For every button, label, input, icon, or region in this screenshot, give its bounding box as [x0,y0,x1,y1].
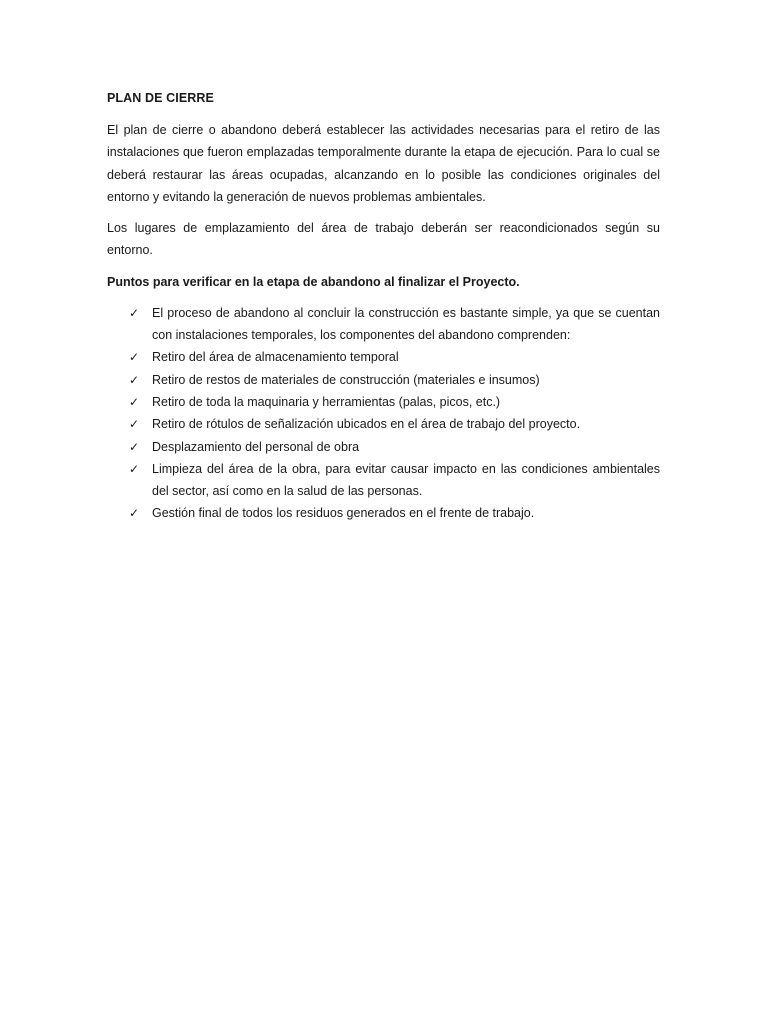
checklist-item-text: Desplazamiento del personal de obra [152,439,360,454]
checklist-item-text: El proceso de abandono al concluir la construcción es bastante simple, ya que se cuentan con instalaciones temporales, los componentes del abandono comprenden: [152,305,660,343]
checkmark-icon: ✓ [129,506,140,521]
checklist-item-text: Retiro de toda la maquinaria y herramientas (palas, picos, etc.) [152,394,501,409]
paragraph-locations: Los lugares de emplazamiento del área de trabajo deberán ser reacondicionados según su entorno. [107,221,660,258]
checkmark-icon: ✓ [129,305,140,320]
paragraph-intro: El plan de cierre o abandono deberá establecer las actividades necesarias para el retiro de las instalaciones que fueron emplazadas temporalmente durante la etapa de ejecución. Para lo cual se deberá restaurar las áreas ocupadas, alcanzando en lo posible las condiciones originales del entorno y evitando la generación de nuevos problemas ambientales. [107,123,660,204]
checklist-item-text: Limpieza del área de la obra, para evitar causar impacto en las condiciones ambientales del sector, así como en la salud de las personas. [152,461,660,499]
checklist-item [107,413,660,435]
checklist-item-text: Retiro de restos de materiales de construcción (materiales e insumos) [152,372,540,387]
checklist [107,302,660,525]
checkmark-icon: ✓ [129,417,140,432]
checkmark-icon: ✓ [129,372,140,387]
checklist-item [107,458,660,503]
checkmark-icon: ✓ [129,439,140,454]
checklist-item-text: Retiro del área de almacenamiento temporal [152,350,399,365]
checklist-heading: Puntos para verificar en la etapa de abandono al finalizar el Proyecto. [107,274,520,289]
checkmark-icon: ✓ [129,394,140,409]
checklist-item [107,302,660,347]
checklist-item-text: Retiro de rótulos de señalización ubicados en el área de trabajo del proyecto. [152,417,581,432]
checklist-item [107,436,660,458]
checklist-item [107,369,660,391]
checklist-item [107,502,660,524]
checklist-item [107,391,660,413]
checklist-item [107,346,660,368]
checklist-item-text: Gestión final de todos los residuos generados en el frente de trabajo. [152,506,535,521]
document-title: PLAN DE CIERRE [107,91,214,105]
document-page [107,88,660,525]
checkmark-icon: ✓ [129,350,140,365]
checkmark-icon: ✓ [129,461,140,476]
